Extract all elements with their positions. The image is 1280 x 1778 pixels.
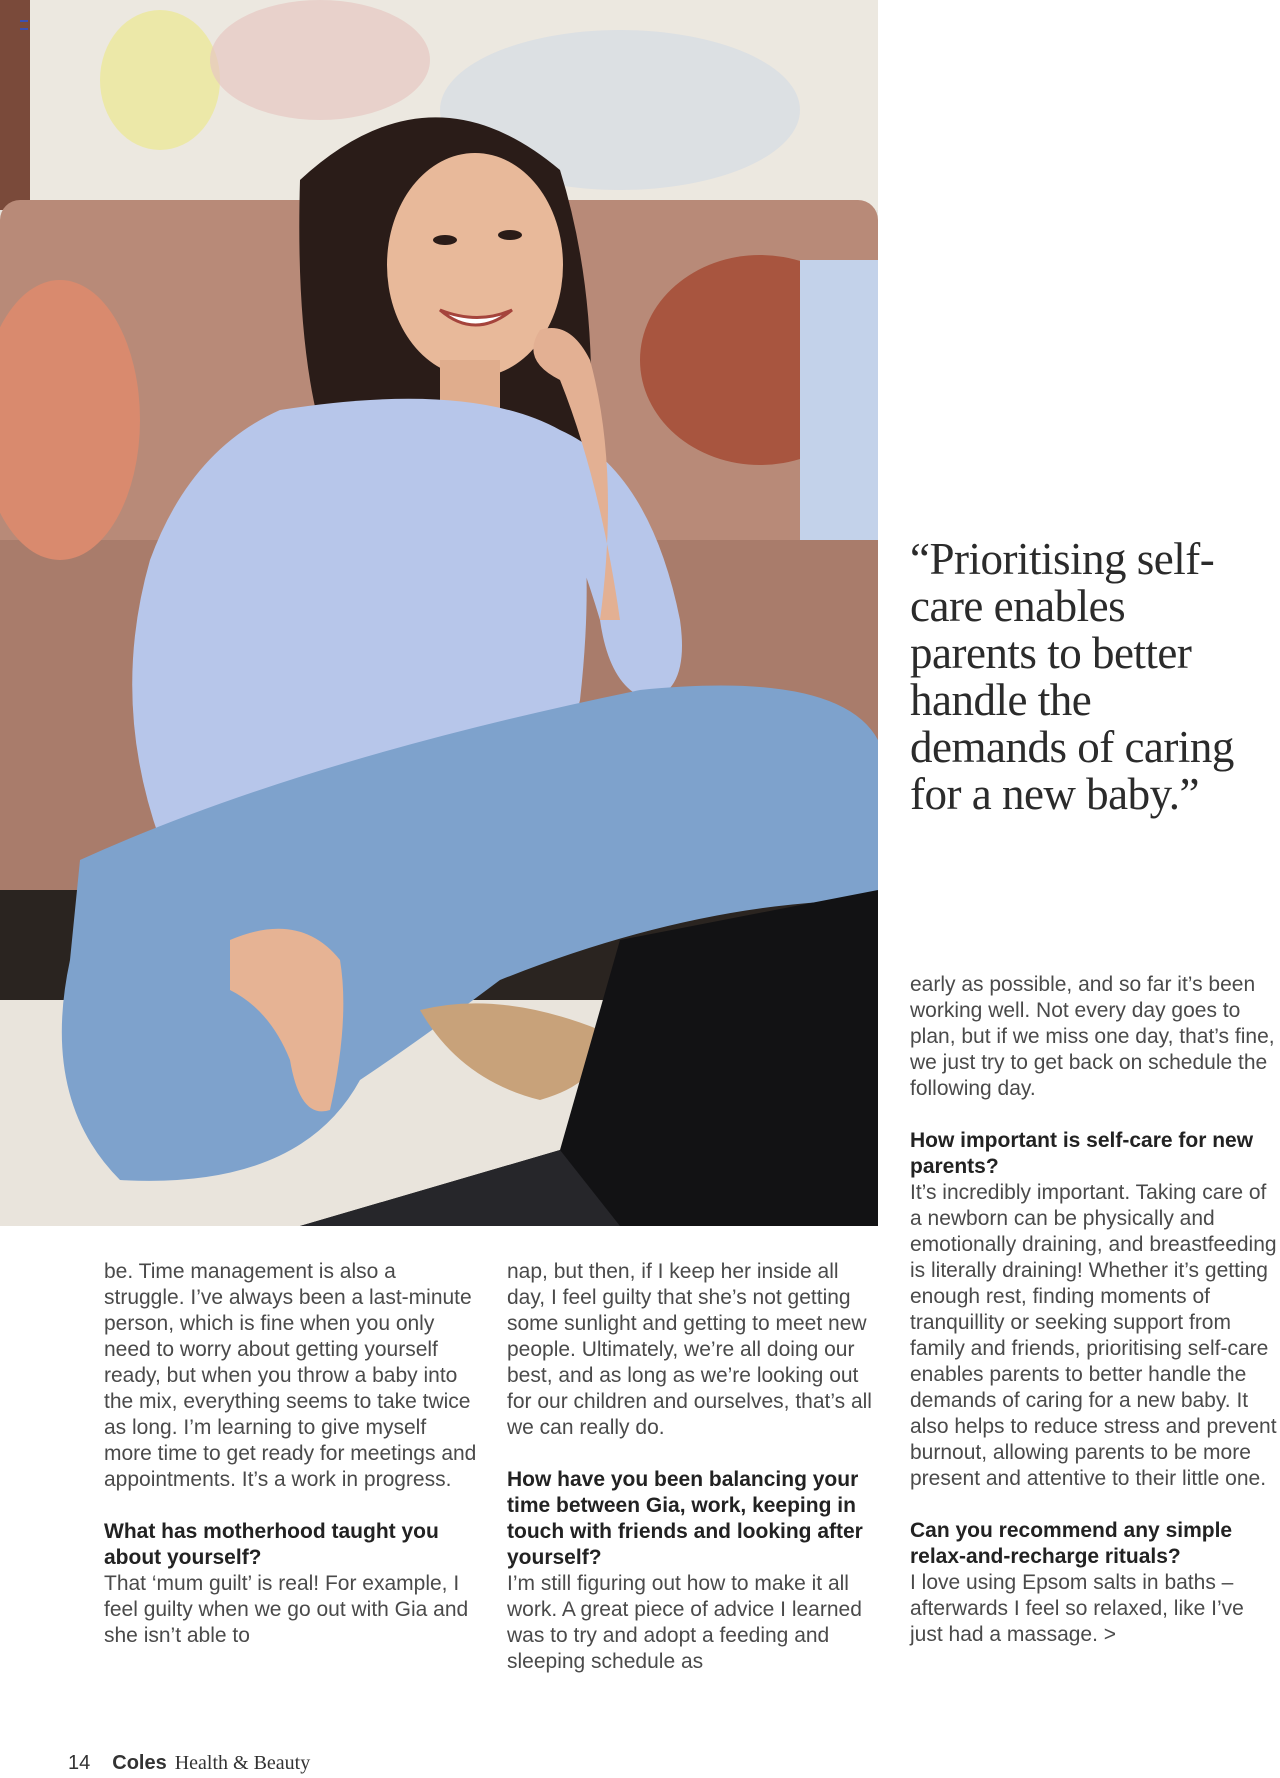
paragraph: That ‘mum guilt’ is real! For example, I feel guilty when we go out with Gia and she isn’t able to	[104, 1572, 469, 1647]
pull-quote: “Prioritising self-care enables parents to better handle the demands of caring for a new baby.”	[910, 534, 1234, 819]
article-column-2	[507, 1259, 882, 1675]
paragraph: I’m still figuring out how to make it all work. A great piece of advice I learned was to try and adopt a feeding and sleeping schedule as	[507, 1572, 862, 1673]
question-heading: How important is self-care for new parents?	[910, 1129, 1254, 1178]
corner-marker	[20, 20, 28, 30]
question-heading: How have you been balancing your time between Gia, work, keeping in touch with friends and looking after yourself?	[507, 1468, 863, 1569]
paragraph: I love using Epsom salts in baths – afterwards I feel so relaxed, like I’ve just had a massage. >	[910, 1571, 1244, 1646]
page-footer	[68, 1752, 310, 1778]
article-column-3	[910, 972, 1280, 1648]
section-name: Health & Beauty	[174, 1752, 311, 1774]
question-heading: Can you recommend any simple relax-and-recharge rituals?	[910, 1519, 1233, 1568]
paragraph: It’s incredibly important. Taking care of a newborn can be physically and emotionally draining, and breastfeeding is literally draining! Whether it’s getting enough rest, finding moments of tranquillity or seeking support from family and friends, prioritising self-care enables parents to better handle the demands of caring for a new baby. It also helps to reduce stress and prevent burnout, allowing parents to be more present and attentive to their little one.	[910, 1181, 1277, 1490]
paragraph: be. Time management is also a struggle. I’ve always been a last-minute person, which is fine when you only need to worry about getting yourself ready, but when you throw a baby into the mix, everything seems to take twice as long. I’m learning to give myself more time to get ready for meetings and appointments. It’s a work in progress.	[104, 1260, 477, 1491]
page-number: 14	[68, 1752, 91, 1774]
question-heading: What has motherhood taught you about yourself?	[104, 1520, 439, 1569]
paragraph: nap, but then, if I keep her inside all day, I feel guilty that she’s not getting some sunlight and getting to meet new people. Ultimately, we’re all doing our best, and as long as we’re looking out for our children and ourselves, that’s all we can really do.	[507, 1260, 872, 1439]
brand-name: Coles	[112, 1752, 167, 1774]
hero-photo	[0, 0, 878, 1226]
article-column-1	[104, 1259, 479, 1649]
woman-on-floor-illustration	[0, 0, 878, 1226]
paragraph: early as possible, and so far it’s been working well. Not every day goes to plan, but if we miss one day, that’s fine, we just try to get back on schedule the following day.	[910, 973, 1275, 1100]
